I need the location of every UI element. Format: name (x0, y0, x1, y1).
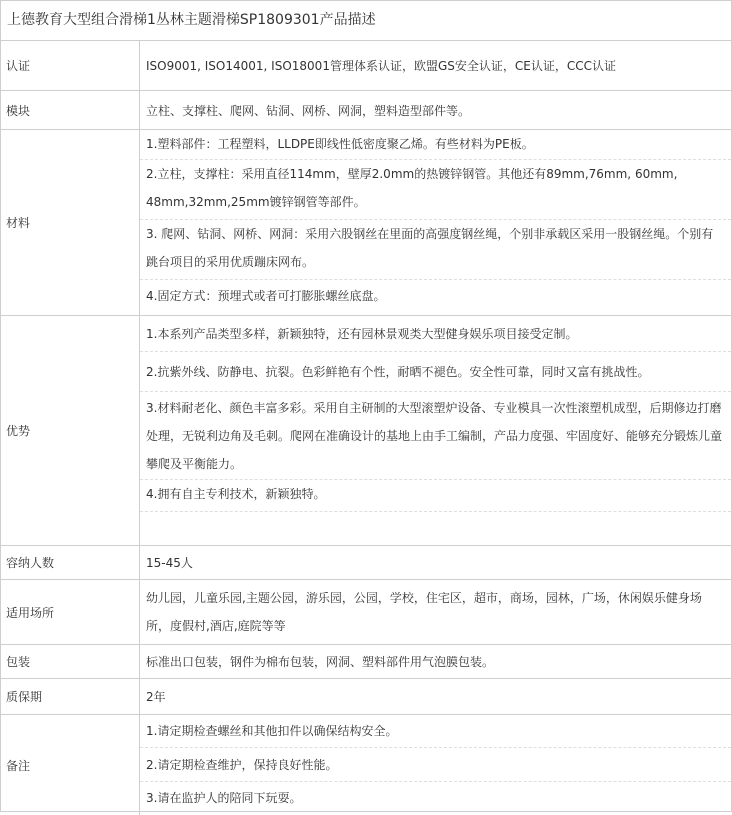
list-item: 2.立柱，支撑柱：采用直径114mm，壁厚2.0mm的热镀锌钢管。其他还有89mm,76mm, 60mm, 48mm,32mm,25mm镀锌钢管等部件。 (140, 160, 731, 220)
row-label: 容纳人数 (1, 546, 140, 579)
row-label: 认证 (1, 41, 140, 90)
row-advantages (1, 316, 731, 546)
row-label: 备注 (1, 715, 140, 815)
row-certification (1, 41, 731, 91)
row-label: 质保期 (1, 679, 140, 714)
row-value: 立柱、支撑柱、爬网、钻洞、网桥、网洞，塑料造型部件等。 (146, 103, 471, 118)
list-item: 3.请在监护人的陪同下玩耍。 (146, 791, 302, 805)
row-suitable-places (1, 580, 731, 645)
list-item: 2.抗紫外线、防静电、抗裂。色彩鲜艳有个性，耐晒不褪色。安全性可靠，同时又富有挑战性。 (140, 352, 731, 392)
row-packaging (1, 645, 731, 679)
list-item: 4.拥有自主专利技术，新颖独特。 (140, 480, 731, 512)
list-item: 3. 爬网、钻洞、网桥、网洞：采用六股钢丝在里面的高强度钢丝绳，个别非承载区采用一股钢丝绳。个别有跳台项目的采用优质蹦床网布。 (140, 220, 731, 280)
list-item: 2.请定期检查维护，保持良好性能。 (140, 748, 731, 782)
row-warranty (1, 679, 731, 715)
row-label: 包装 (1, 645, 140, 678)
row-value: 2年 (146, 690, 166, 704)
list-item: 3.材料耐老化、颜色丰富多彩。采用自主研制的大型滚塑炉设备、专业模具一次性滚塑机成型，后期修边打磨处理，无锐利边角及毛刺。爬网在准确设计的基地上由手工编制，产品力度强、牢固度好、能够充分锻炼儿童攀爬及平衡能力。 (140, 392, 731, 480)
list-item: 1.请定期检查螺丝和其他扣件以确保结构安全。 (140, 715, 731, 748)
row-value: ISO9001, ISO14001, ISO18001管理体系认证，欧盟GS安全认证，CE认证，CCC认证 (146, 59, 616, 73)
row-label: 模块 (1, 91, 140, 129)
row-value: 幼儿园，儿童乐园,主题公园，游乐园，公园，学校，住宅区，超市，商场，园林，广场，休闲娱乐健身场所，度假村,酒店,庭院等等 (146, 591, 702, 633)
row-value: 标准出口包装，钢件为棉布包装，网洞、塑料部件用气泡膜包装。 (146, 655, 495, 669)
row-materials (1, 130, 731, 316)
row-label: 优势 (1, 316, 140, 545)
list-item: 1.本系列产品类型多样，新颖独特，还有园林景观类大型健身娱乐项目接受定制。 (140, 316, 731, 352)
row-label: 适用场所 (1, 580, 140, 644)
row-notes (1, 715, 731, 815)
row-label: 材料 (1, 130, 140, 315)
row-value: 15-45人 (146, 556, 193, 570)
list-item: 4.固定方式：预埋式或者可打膨胀螺丝底盘。 (146, 289, 386, 303)
row-capacity (1, 546, 731, 580)
page-title: 上德教育大型组合滑梯1丛林主题滑梯SP1809301产品描述 (1, 1, 731, 41)
list-item: 1.塑料部件：工程塑料，LLDPE即线性低密度聚乙烯。有些材料为PE板。 (140, 130, 731, 160)
list-item-empty (140, 512, 731, 543)
row-modules (1, 91, 731, 130)
